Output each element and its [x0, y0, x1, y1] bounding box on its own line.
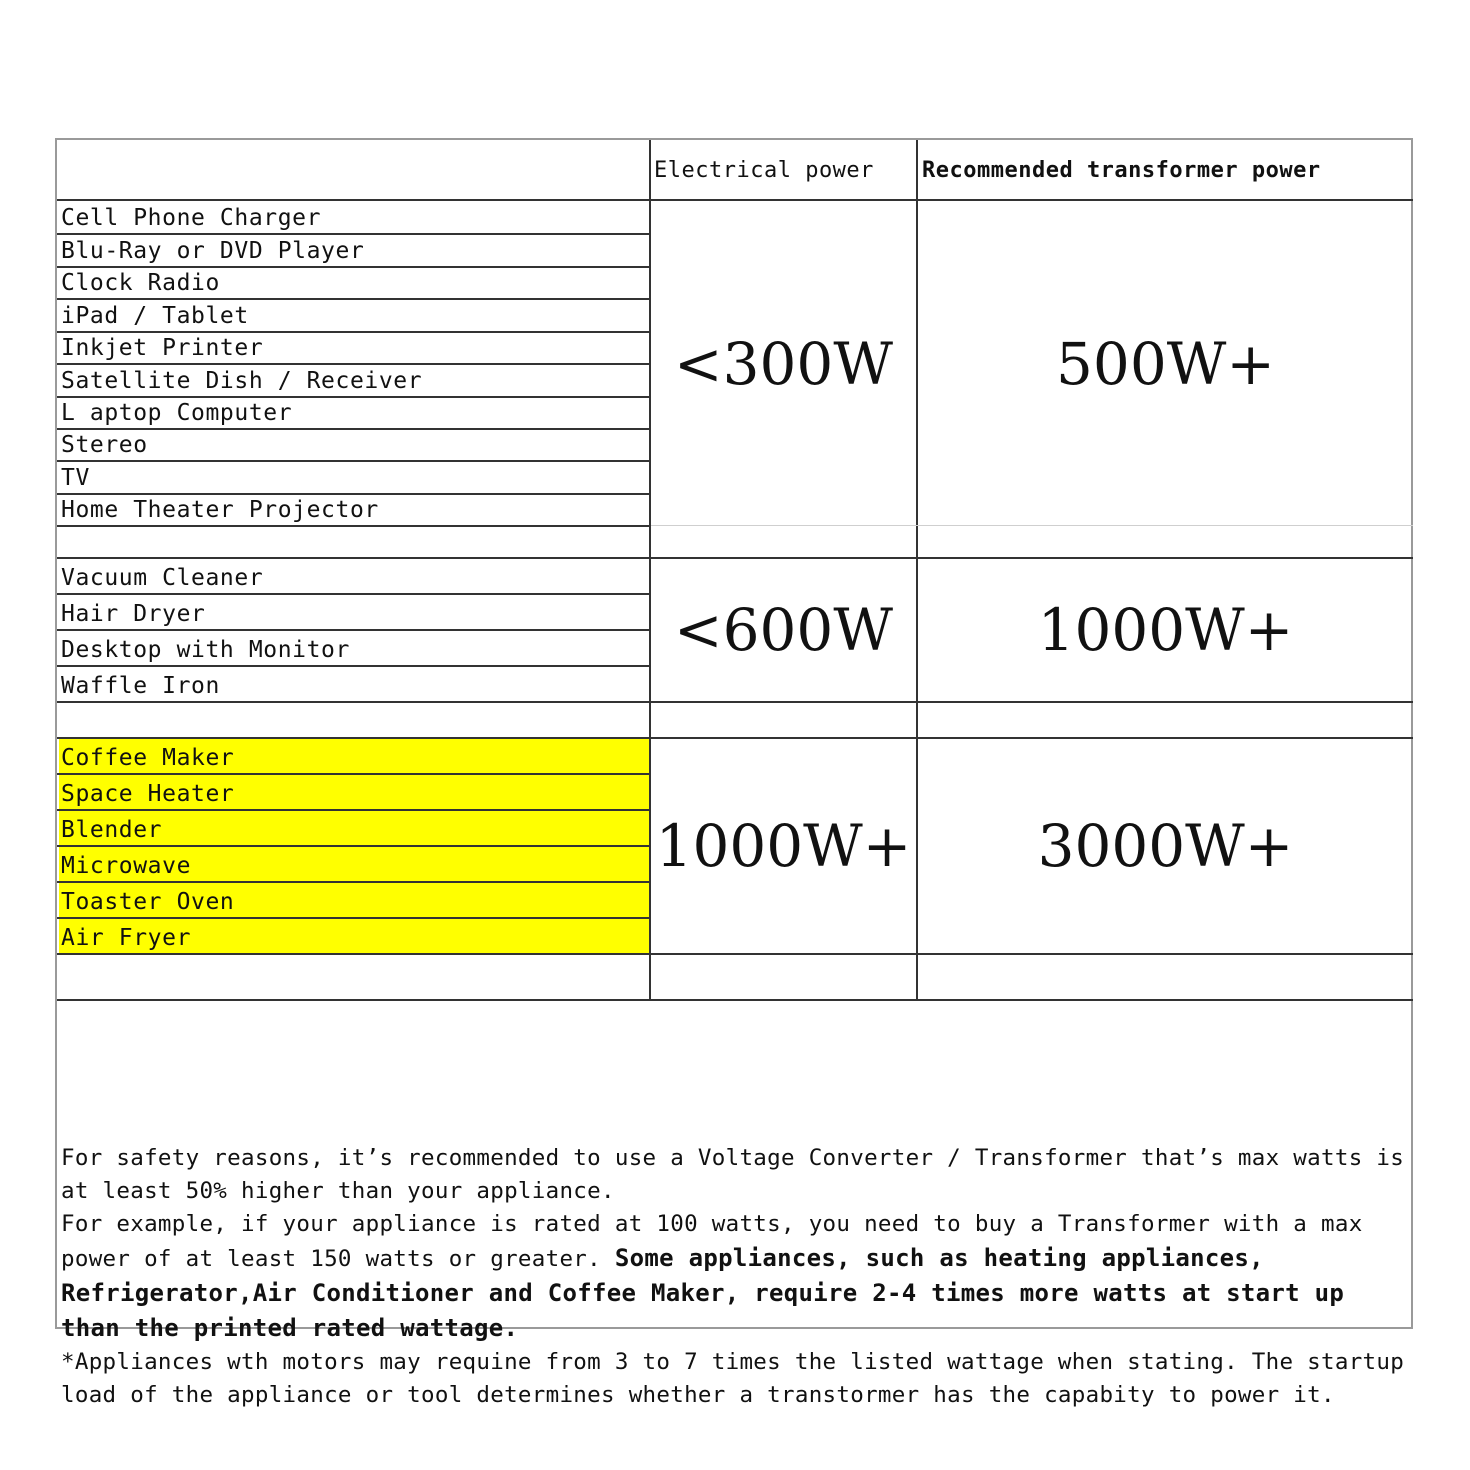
electrical-value-group-3: 1000W+: [655, 812, 912, 880]
note-paragraph-3: *Appliances wth motors may requine from 3 to 7 times the listed wattage when stating. The startup load of the appliance or tool determines whether a transtormer has the capabity to power it.: [61, 1349, 1405, 1408]
list-item-highlighted: Toaster Oven: [59, 883, 649, 917]
power-table: [55, 138, 1413, 1408]
list-item: Home Theater Projector: [61, 497, 379, 523]
list-item: TV: [61, 465, 90, 491]
list-item-highlighted: Space Heater: [59, 775, 649, 809]
group-divider: [57, 701, 1413, 703]
list-item: L aptop Computer: [61, 400, 293, 426]
recommended-value-group-3: 3000W+: [1037, 812, 1294, 880]
group-divider: [57, 953, 1413, 955]
safety-notes: [61, 1142, 1411, 1412]
list-item-highlighted: Coffee Maker: [59, 739, 649, 773]
list-item: Hair Dryer: [61, 601, 206, 627]
row-divider: [651, 525, 1413, 526]
note-paragraph-1: For safety reasons, it’s recommended to use a Voltage Converter / Transformer that’s max watts is at least 50% higher than your appliance.: [61, 1145, 1405, 1204]
recommended-value-group-1: 500W+: [1056, 330, 1275, 398]
list-item-highlighted: Blender: [59, 811, 649, 845]
note-paragraph-2-bold: Some appliances, such as heating appliances, Refrigerator,Air Conditioner and Coffee Maker, require 2-4 times more watts at start up than the printed rated wattage.: [61, 1244, 1345, 1342]
row-divider: [57, 525, 649, 527]
header-recommended-power: Recommended transformer power: [922, 158, 1321, 183]
list-item: Waffle Iron: [61, 673, 220, 699]
list-item: Cell Phone Charger: [61, 205, 322, 231]
table-bottom-divider: [57, 999, 1413, 1001]
electrical-value-group-1: <300W: [674, 330, 893, 398]
list-item: Stereo: [61, 432, 148, 458]
recommended-value-group-2: 1000W+: [1037, 596, 1294, 664]
list-item: Clock Radio: [61, 270, 220, 296]
list-item: Satellite Dish / Receiver: [61, 368, 423, 394]
header-electrical-power: Electrical power: [654, 158, 874, 183]
list-item: Desktop with Monitor: [61, 637, 350, 663]
list-item: Inkjet Printer: [61, 335, 264, 361]
electrical-value-group-2: <600W: [674, 596, 893, 664]
list-item: Blu-Ray or DVD Player: [61, 238, 365, 264]
list-item: Vacuum Cleaner: [61, 565, 264, 591]
list-item-highlighted: Microwave: [59, 847, 649, 881]
list-item-highlighted: Air Fryer: [59, 919, 649, 953]
note-paragraph-2: [61, 1208, 1411, 1346]
list-item: iPad / Tablet: [61, 303, 249, 329]
note-paragraph-2-text: For example, if your appliance is rated at 100 watts, you need to buy a Transformer with a max power of at least 150 watts or greater.: [61, 1211, 1363, 1272]
